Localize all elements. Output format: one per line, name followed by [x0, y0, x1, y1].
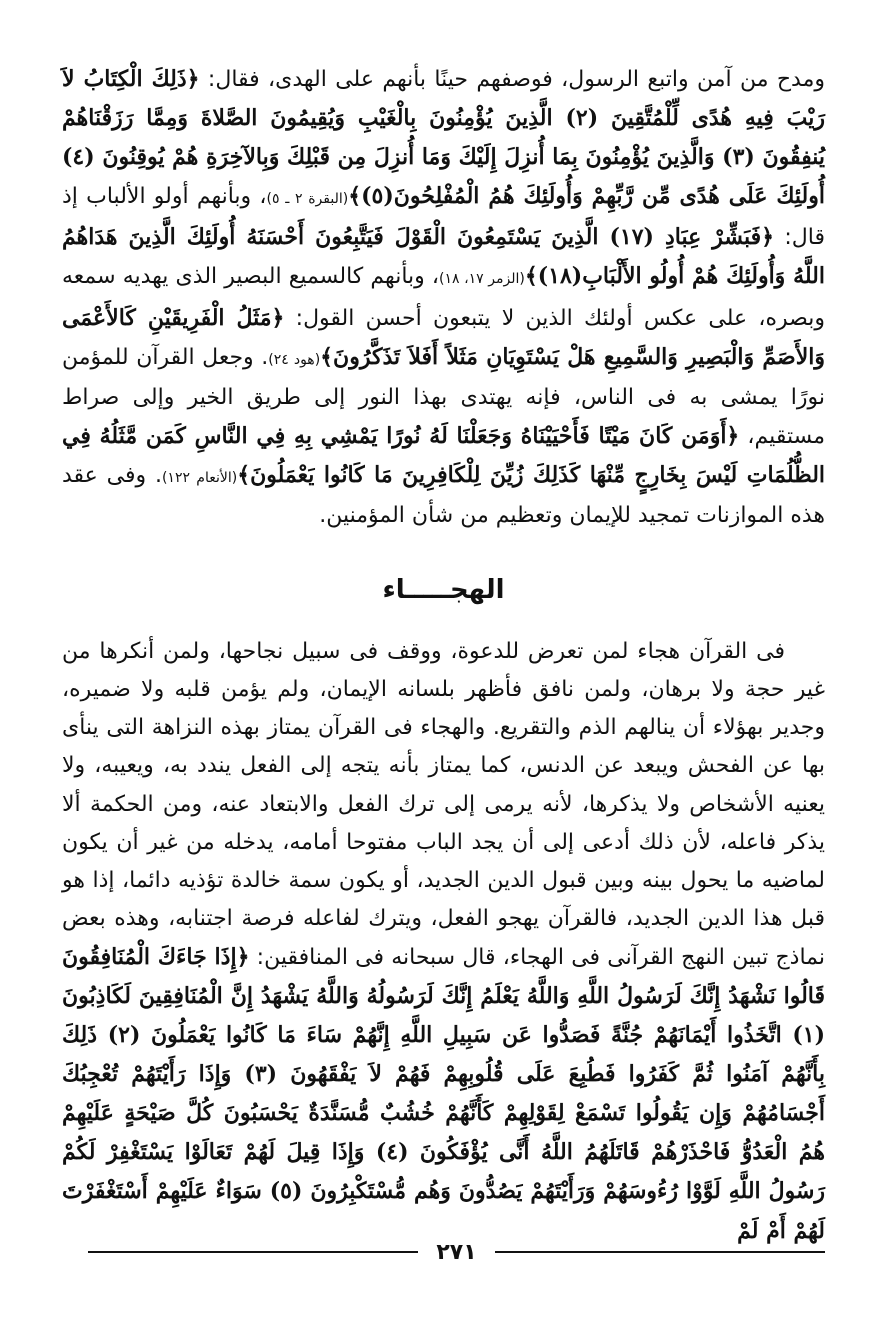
footer-rule-right [495, 1251, 825, 1253]
verse-reference: (البقرة ٢ ـ ٥) [266, 191, 349, 208]
footer-rule-left [88, 1251, 418, 1253]
text-run: ، وبأنهم أولو الألباب إذ قال: [62, 184, 825, 251]
paragraph-praise-believers [62, 60, 825, 535]
text-run: . وجعل القرآن للمؤمن نورًا يمشى به فى الناس، فإنه يهتدى بهذا النور إلى طريق الخير وإلى صراط مستقيم، [62, 344, 825, 449]
quran-verse: ﴿ذَلِكَ الْكِتَابُ لاَ رَيْبَ فِيهِ هُدًى لِّلْمُتَّقِينَ (٢) الَّذِينَ يُؤْمِنُونَ بِالْغَيْبِ وَيُقِيمُونَ الصَّلاةَ وَمِمَّا رَزَقْنَاهُمْ يُنفِقُونَ (٣) وَالَّذِينَ يُؤْمِنُونَ بِمَا أُنزِلَ إِلَيْكَ وَمَا أُنزِلَ مِن قَبْلِكَ وَبِالآخِرَةِ هُمْ يُوقِنُونَ (٤) أُولَئِكَ عَلَى هُدًى مِّن رَّبِّهِمْ وَأُولَئِكَ هُمُ الْمُفْلِحُونَ(٥)﴾ [62, 66, 826, 210]
verse-reference: (الأنعام ١٢٢) [161, 469, 238, 486]
page-number: ٢٧١ [436, 1239, 477, 1265]
quran-verse: ﴿فَبَشِّرْ عِبَادِ (١٧) الَّذِينَ يَسْتَمِعُونَ الْقَوْلَ فَيَتَّبِعُونَ أَحْسَنَهُ أُولَئِكَ الَّذِينَ هَدَاهُمُ اللَّهُ وَأُولَئِكَ هُمْ أُولُو الأَلْبَابِ(١٨)﴾ [62, 224, 825, 290]
section-heading: الهجـــــاء [382, 575, 505, 606]
verse-reference: (هود ٢٤) [268, 351, 321, 368]
quran-verse: ﴿أَوَمَن كَانَ مَيْتًا فَأَحْيَيْنَاهُ وَجَعَلْنَا لَهُ نُورًا يَمْشِي بِهِ فِي النَّاسِ كَمَن مَّثَلُهُ فِي الظُّلُمَاتِ لَيْسَ بِخَارِجٍ مِّنْهَا كَذَلِكَ زُيِّنَ لِلْكَافِرِينَ مَا كَانُوا يَعْمَلُونَ﴾ [62, 422, 826, 488]
text-run: ، وبأنهم كالسميع البصير الذى يهديه سمعه وبصره، على عكس أولئك الذين لا يتبعون أحسن القول: [62, 264, 825, 331]
paragraph-satire [62, 633, 825, 1251]
verse-reference: (الزمر ١٧، ١٨) [439, 271, 525, 288]
page-footer [88, 1237, 825, 1267]
quran-verse: ﴿إِذَا جَاءَكَ الْمُنَافِقُونَ قَالُوا نَشْهَدُ إِنَّكَ لَرَسُولُ اللَّهِ وَاللَّهُ يَعْلَمُ إِنَّكَ لَرَسُولُهُ وَاللَّهُ يَشْهَدُ إِنَّ الْمُنَافِقِينَ لَكَاذِبُونَ (١) اتَّخَذُوا أَيْمَانَهُمْ جُنَّةً فَصَدُّوا عَن سَبِيلِ اللَّهِ إِنَّهُمْ سَاءَ مَا كَانُوا يَعْمَلُونَ (٢) ذَلِكَ بِأَنَّهُمْ آمَنُوا ثُمَّ كَفَرُوا فَطُبِعَ عَلَى قُلُوبِهِمْ فَهُمْ لاَ يَفْقَهُونَ (٣) وَإِذَا رَأَيْتَهُمْ تُعْجِبُكَ أَجْسَامُهُمْ وَإِن يَقُولُوا تَسْمَعْ لِقَوْلِهِمْ كَأَنَّهُمْ خُشُبٌ مُّسَنَّدَةٌ يَحْسَبُونَ كُلَّ صَيْحَةٍ عَلَيْهِمْ هُمُ الْعَدُوُّ فَاحْذَرْهُمْ قَاتَلَهُمُ اللَّهُ أَنَّى يُؤْفَكُونَ (٤) وَإِذَا قِيلَ لَهُمْ تَعَالَوْا يَسْتَغْفِرْ لَكُمْ رَسُولُ اللَّهِ لَوَّوْا رُءُوسَهُمْ وَرَأَيْتَهُمْ يَصُدُّونَ وَهُم مُّسْتَكْبِرُونَ (٥) سَوَاءٌ عَلَيْهِمْ أَسْتَغْفَرْتَ لَهُمْ أَمْ لَمْ [62, 943, 826, 1244]
text-run: . وفى عقد هذه الموازنات تمجيد للإيمان وتعظيم من شأن المؤمنين. [62, 462, 825, 529]
quran-verse: ﴿مَثَلُ الْفَرِيقَيْنِ كَالأَعْمَى وَالأَصَمِّ وَالْبَصِيرِ وَالسَّمِيعِ هَلْ يَسْتَوِيَانِ مَثَلاً أَفَلاَ تَذَكَّرُونَ﴾ [62, 304, 825, 370]
text-run: فى القرآن هجاء لمن تعرض للدعوة، ووقف فى سبيل نجاحها، ولمن أنكرها من غير حجة ولا برهان، ولمن نافق فأظهر بلسانه الإيمان، ولم يؤمن قلبه ولا ضميره، وجدير بهؤلاء أن ينالهم الذم والتقريع. والهجاء فى القرآن يمتاز بهذه النزاهة التى ينأى بها عن الفحش ويبعد عن الدنس، كما يمتاز بأنه يتجه إلى الفعل يندد به، ويعيبه، ولا يعنيه الأشخاص ولا يذكرها، لأنه يرمى إلى ترك الفعل والابتعاد عنه، ومن الحكمة ألا يذكر فاعله، لأن ذلك أدعى إلى أن يجد الباب مفتوحا أمامه، يدخله من غير أن يكون لماضيه ما يحول بينه وبين قبول الدين الجديد، أو يكون سمة خالدة تؤذيه دائما، إذا هو قبل هذا الدين الجديد، فالقرآن يهجو الفعل، ويترك لفاعله فرصة اجتنابه، وهذه بعض نماذج تبين النهج القرآنى فى الهجاء، قال سبحانه فى المنافقين: [62, 639, 825, 970]
text-run: ومدح من آمن واتبع الرسول، فوصفهم حينًا بأنهم على الهدى، فقال: [199, 67, 825, 92]
